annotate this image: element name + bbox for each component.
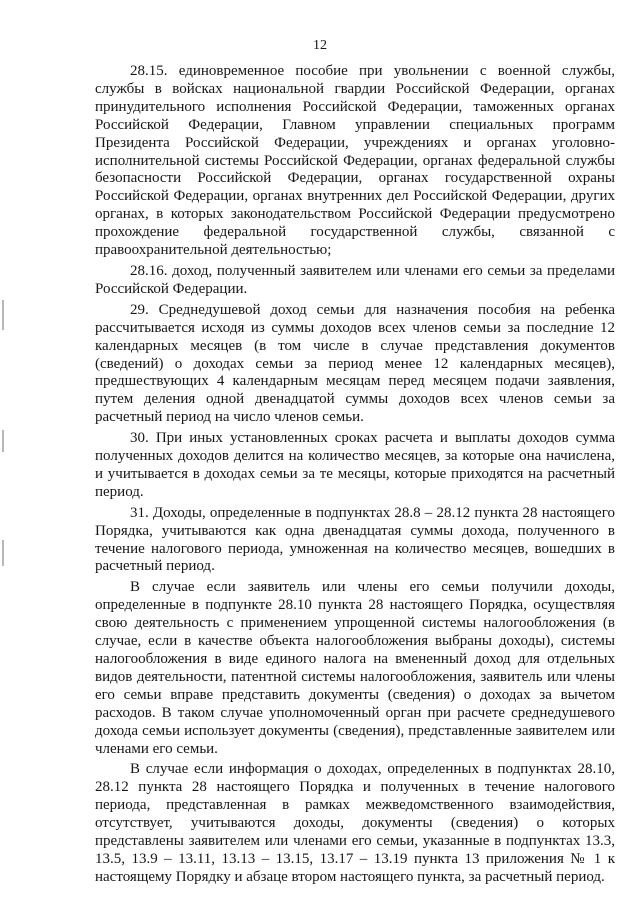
paragraph-28-15: 28.15. единовременное пособие при увольнении с военной службы, службы в войсках национальной гвардии Российской Федерации, органах принудительного исполнения Российской Федерации, таможенных органах Российской Федерации, Главном управлении специальных программ Президента Российской Федерации, учреждениях и органах уголовно-исполнительной системы Российской Федерации, органах федеральной службы безопасности Российской Федерации, органах государственной охраны Российской Федерации, органах внутренних дел Российской Федерации, других органах, в которых законодательством Российской Федерации предусмотрено прохождение федеральной государственной службы, связанной с правоохранительной деятельностью; bbox=[95, 63, 615, 259]
scan-edge-mark bbox=[2, 300, 4, 330]
paragraph-29: 29. Среднедушевой доход семьи для назначения пособия на ребенка рассчитывается исходя из суммы доходов всех членов семьи за последние 12 календарных месяцев (в том числе в случае представления документов (сведений) о доходах семьи за период менее 12 календарных месяцев), предшествующих 4 календарным месяцам перед месяцем подачи заявления, путем деления одной двенадцатой суммы доходов всех членов семьи за расчетный период на число членов семьи. bbox=[95, 301, 615, 426]
document-body bbox=[95, 63, 615, 890]
paragraph-31-missing-info: В случае если информация о доходах, определенных в подпунктах 28.10, 28.12 пункта 28 настоящего Порядка и полученных в течение налогового периода, представленная в рамках межведомственного взаимодействия, отсутствует, учитываются доходы, документы (сведения) о которых представлены заявителем или членами его семьи, указанные в подпунктах 13.3, 13.5, 13.9 – 13.11, 13.13 – 13.15, 13.17 – 13.19 пункта 13 приложения № 1 к настоящему Порядку и абзаце втором настоящего пункта, за расчетный период. bbox=[95, 761, 615, 885]
scan-edge-mark bbox=[2, 430, 4, 452]
paragraph-30: 30. При иных установленных сроках расчета и выплаты доходов сумма полученных доходов делится на количество месяцев, за которые она начислена, и учитывается в доходах семьи за те месяцы, которые приходятся на расчетный период. bbox=[95, 430, 615, 500]
paragraph-31: 31. Доходы, определенные в подпунктах 28.8 – 28.12 пункта 28 настоящего Порядка, учитываются как одна двенадцатая суммы дохода, полученного в течение налогового периода, умноженная на количество месяцев, вошедших в расчетный период. bbox=[95, 504, 615, 575]
page-number: 12 bbox=[313, 38, 327, 53]
paragraph-31-simplified-tax: В случае если заявитель или члены его семьи получили доходы, определенные в подпункте 28.10 пункта 28 настоящего Порядка, осуществляя свою деятельность с применением упрощенной системы налогообложения (в случае, если в качестве объекта налогообложения выбраны доходы), системы налогообложения в виде единого налога на вмененный доход для отдельных видов деятельности, патентной системы налогообложения, заявитель или члены его семьи вправе представить документы (сведения) о доходах за вычетом расходов. В таком случае уполномоченный орган при расчете среднедушевого дохода семьи использует документы (сведения), представленные заявителем или членами его семьи. bbox=[95, 579, 615, 757]
paragraph-28-16: 28.16. доход, полученный заявителем или членами его семьи за пределами Российской Федерации. bbox=[95, 262, 615, 297]
scan-edge-mark bbox=[2, 540, 4, 566]
